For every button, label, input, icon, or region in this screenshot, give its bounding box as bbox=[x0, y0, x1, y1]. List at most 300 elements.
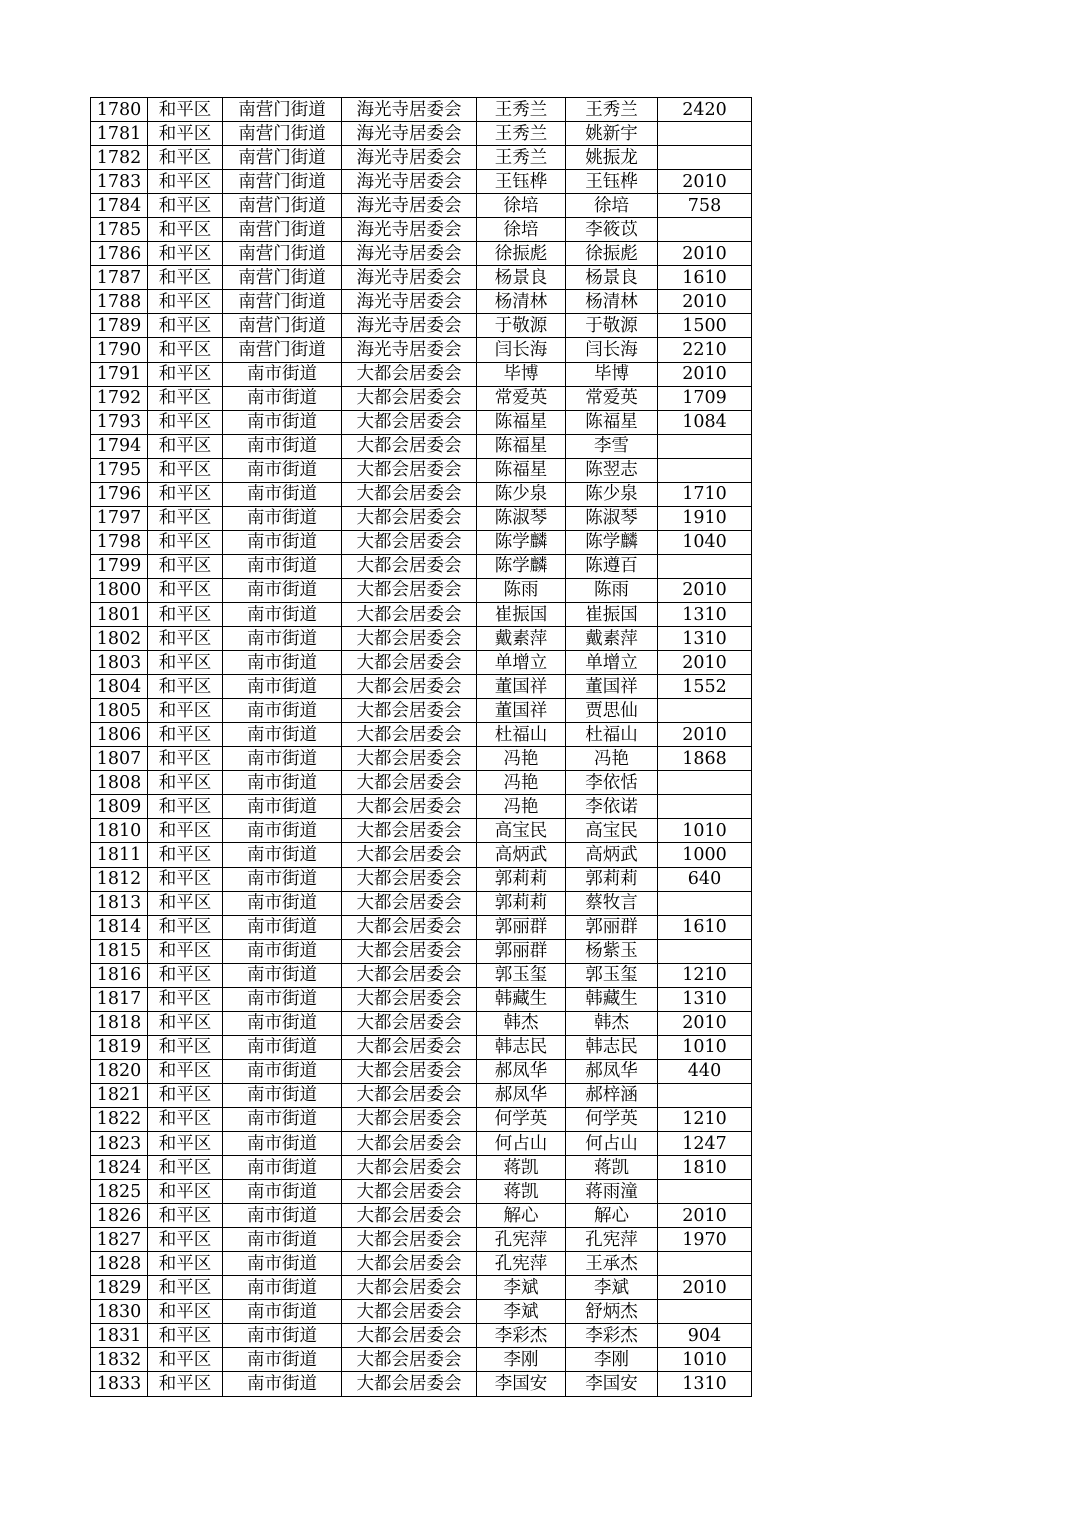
amount-cell: 2210 bbox=[658, 338, 752, 362]
amount-cell: 2010 bbox=[658, 1276, 752, 1300]
district-cell: 和平区 bbox=[148, 915, 223, 939]
street-cell: 南市街道 bbox=[223, 1228, 342, 1252]
committee-cell: 大都会居委会 bbox=[342, 1107, 477, 1131]
amount-cell: 2010 bbox=[658, 290, 752, 314]
amount-cell: 440 bbox=[658, 1059, 752, 1083]
street-cell: 南市街道 bbox=[223, 410, 342, 434]
committee-cell: 大都会居委会 bbox=[342, 747, 477, 771]
table-row bbox=[91, 627, 752, 651]
amount-cell: 1310 bbox=[658, 987, 752, 1011]
street-cell: 南市街道 bbox=[223, 987, 342, 1011]
district-cell: 和平区 bbox=[148, 963, 223, 987]
street-cell: 南市街道 bbox=[223, 1107, 342, 1131]
householder-cell: 郭玉玺 bbox=[477, 963, 566, 987]
amount-cell: 2010 bbox=[658, 242, 752, 266]
district-cell: 和平区 bbox=[148, 1107, 223, 1131]
table-row bbox=[91, 578, 752, 602]
committee-cell: 大都会居委会 bbox=[342, 1204, 477, 1228]
street-cell: 南营门街道 bbox=[223, 218, 342, 242]
street-cell: 南市街道 bbox=[223, 1324, 342, 1348]
amount-cell: 1247 bbox=[658, 1132, 752, 1156]
street-cell: 南市街道 bbox=[223, 506, 342, 530]
householder-cell: 高炳武 bbox=[477, 843, 566, 867]
row-number-cell: 1818 bbox=[91, 1011, 148, 1035]
street-cell: 南市街道 bbox=[223, 1083, 342, 1107]
row-number-cell: 1801 bbox=[91, 602, 148, 626]
amount-cell: 2010 bbox=[658, 723, 752, 747]
district-cell: 和平区 bbox=[148, 410, 223, 434]
table-row bbox=[91, 1228, 752, 1252]
householder-cell: 何学英 bbox=[477, 1107, 566, 1131]
table-row bbox=[91, 458, 752, 482]
member-cell: 李雪 bbox=[566, 434, 658, 458]
amount-cell bbox=[658, 122, 752, 146]
district-cell: 和平区 bbox=[148, 98, 223, 122]
member-cell: 郭莉莉 bbox=[566, 867, 658, 891]
table-row bbox=[91, 410, 752, 434]
table-row bbox=[91, 314, 752, 338]
district-cell: 和平区 bbox=[148, 1324, 223, 1348]
table-row bbox=[91, 146, 752, 170]
member-cell: 韩藏生 bbox=[566, 987, 658, 1011]
row-number-cell: 1812 bbox=[91, 867, 148, 891]
table-row bbox=[91, 218, 752, 242]
amount-cell: 1010 bbox=[658, 1035, 752, 1059]
member-cell: 冯艳 bbox=[566, 747, 658, 771]
member-cell: 崔振国 bbox=[566, 602, 658, 626]
row-number-cell: 1814 bbox=[91, 915, 148, 939]
street-cell: 南市街道 bbox=[223, 963, 342, 987]
district-cell: 和平区 bbox=[148, 554, 223, 578]
district-cell: 和平区 bbox=[148, 1011, 223, 1035]
district-cell: 和平区 bbox=[148, 338, 223, 362]
committee-cell: 大都会居委会 bbox=[342, 627, 477, 651]
committee-cell: 海光寺居委会 bbox=[342, 242, 477, 266]
member-cell: 姚振龙 bbox=[566, 146, 658, 170]
table-row bbox=[91, 1372, 752, 1396]
street-cell: 南市街道 bbox=[223, 1276, 342, 1300]
district-cell: 和平区 bbox=[148, 891, 223, 915]
district-cell: 和平区 bbox=[148, 699, 223, 723]
row-number-cell: 1819 bbox=[91, 1035, 148, 1059]
committee-cell: 大都会居委会 bbox=[342, 530, 477, 554]
row-number-cell: 1817 bbox=[91, 987, 148, 1011]
committee-cell: 大都会居委会 bbox=[342, 1324, 477, 1348]
committee-cell: 大都会居委会 bbox=[342, 651, 477, 675]
street-cell: 南市街道 bbox=[223, 1372, 342, 1396]
table-row bbox=[91, 1300, 752, 1324]
amount-cell bbox=[658, 1300, 752, 1324]
householder-cell: 蒋凯 bbox=[477, 1180, 566, 1204]
amount-cell bbox=[658, 771, 752, 795]
committee-cell: 大都会居委会 bbox=[342, 1011, 477, 1035]
committee-cell: 大都会居委会 bbox=[342, 1252, 477, 1276]
householder-cell: 韩藏生 bbox=[477, 987, 566, 1011]
householder-cell: 李斌 bbox=[477, 1300, 566, 1324]
table-row bbox=[91, 867, 752, 891]
street-cell: 南市街道 bbox=[223, 699, 342, 723]
street-cell: 南市街道 bbox=[223, 434, 342, 458]
amount-cell: 1010 bbox=[658, 1348, 752, 1372]
table-row bbox=[91, 506, 752, 530]
householder-cell: 李国安 bbox=[477, 1372, 566, 1396]
district-cell: 和平区 bbox=[148, 771, 223, 795]
committee-cell: 海光寺居委会 bbox=[342, 218, 477, 242]
member-cell: 陈淑琴 bbox=[566, 506, 658, 530]
district-cell: 和平区 bbox=[148, 578, 223, 602]
amount-cell: 1500 bbox=[658, 314, 752, 338]
member-cell: 徐振彪 bbox=[566, 242, 658, 266]
street-cell: 南市街道 bbox=[223, 1059, 342, 1083]
householder-cell: 孔宪萍 bbox=[477, 1252, 566, 1276]
householder-cell: 高宝民 bbox=[477, 819, 566, 843]
householder-cell: 冯艳 bbox=[477, 747, 566, 771]
table-row bbox=[91, 290, 752, 314]
committee-cell: 大都会居委会 bbox=[342, 1035, 477, 1059]
member-cell: 陈翌志 bbox=[566, 458, 658, 482]
street-cell: 南市街道 bbox=[223, 1180, 342, 1204]
committee-cell: 大都会居委会 bbox=[342, 987, 477, 1011]
street-cell: 南市街道 bbox=[223, 1132, 342, 1156]
table-row bbox=[91, 987, 752, 1011]
committee-cell: 海光寺居委会 bbox=[342, 314, 477, 338]
amount-cell bbox=[658, 434, 752, 458]
householder-cell: 郝凤华 bbox=[477, 1083, 566, 1107]
row-number-cell: 1791 bbox=[91, 362, 148, 386]
row-number-cell: 1829 bbox=[91, 1276, 148, 1300]
row-number-cell: 1788 bbox=[91, 290, 148, 314]
member-cell: 陈遵百 bbox=[566, 554, 658, 578]
amount-cell: 2010 bbox=[658, 578, 752, 602]
row-number-cell: 1800 bbox=[91, 578, 148, 602]
district-cell: 和平区 bbox=[148, 1132, 223, 1156]
committee-cell: 海光寺居委会 bbox=[342, 122, 477, 146]
committee-cell: 大都会居委会 bbox=[342, 675, 477, 699]
street-cell: 南营门街道 bbox=[223, 194, 342, 218]
member-cell: 蒋凯 bbox=[566, 1156, 658, 1180]
district-cell: 和平区 bbox=[148, 146, 223, 170]
member-cell: 姚新宇 bbox=[566, 122, 658, 146]
householder-cell: 杨清林 bbox=[477, 290, 566, 314]
street-cell: 南市街道 bbox=[223, 771, 342, 795]
district-cell: 和平区 bbox=[148, 266, 223, 290]
row-number-cell: 1796 bbox=[91, 482, 148, 506]
member-cell: 高宝民 bbox=[566, 819, 658, 843]
committee-cell: 海光寺居委会 bbox=[342, 170, 477, 194]
householder-cell: 郭丽群 bbox=[477, 915, 566, 939]
amount-cell: 640 bbox=[658, 867, 752, 891]
row-number-cell: 1786 bbox=[91, 242, 148, 266]
table-row bbox=[91, 675, 752, 699]
amount-cell: 1970 bbox=[658, 1228, 752, 1252]
table-row bbox=[91, 795, 752, 819]
district-cell: 和平区 bbox=[148, 242, 223, 266]
committee-cell: 大都会居委会 bbox=[342, 963, 477, 987]
householder-cell: 徐振彪 bbox=[477, 242, 566, 266]
street-cell: 南市街道 bbox=[223, 362, 342, 386]
committee-cell: 海光寺居委会 bbox=[342, 290, 477, 314]
member-cell: 李筱苡 bbox=[566, 218, 658, 242]
amount-cell: 1310 bbox=[658, 602, 752, 626]
table-row bbox=[91, 1204, 752, 1228]
householder-cell: 陈福星 bbox=[477, 410, 566, 434]
table-row bbox=[91, 1011, 752, 1035]
table-row bbox=[91, 1083, 752, 1107]
row-number-cell: 1816 bbox=[91, 963, 148, 987]
table-row bbox=[91, 1132, 752, 1156]
district-cell: 和平区 bbox=[148, 482, 223, 506]
householder-cell: 陈福星 bbox=[477, 458, 566, 482]
member-cell: 蔡牧言 bbox=[566, 891, 658, 915]
district-cell: 和平区 bbox=[148, 530, 223, 554]
committee-cell: 海光寺居委会 bbox=[342, 98, 477, 122]
committee-cell: 大都会居委会 bbox=[342, 1083, 477, 1107]
street-cell: 南市街道 bbox=[223, 554, 342, 578]
member-cell: 何学英 bbox=[566, 1107, 658, 1131]
district-cell: 和平区 bbox=[148, 651, 223, 675]
table-row bbox=[91, 915, 752, 939]
member-cell: 李依诺 bbox=[566, 795, 658, 819]
householder-cell: 杨景良 bbox=[477, 266, 566, 290]
member-cell: 闫长海 bbox=[566, 338, 658, 362]
householder-cell: 冯艳 bbox=[477, 771, 566, 795]
member-cell: 郝凤华 bbox=[566, 1059, 658, 1083]
table-row bbox=[91, 1156, 752, 1180]
row-number-cell: 1803 bbox=[91, 651, 148, 675]
amount-cell bbox=[658, 891, 752, 915]
street-cell: 南市街道 bbox=[223, 819, 342, 843]
householder-cell: 董国祥 bbox=[477, 675, 566, 699]
district-cell: 和平区 bbox=[148, 627, 223, 651]
table-row bbox=[91, 194, 752, 218]
district-cell: 和平区 bbox=[148, 458, 223, 482]
member-cell: 陈福星 bbox=[566, 410, 658, 434]
row-number-cell: 1810 bbox=[91, 819, 148, 843]
householder-cell: 韩杰 bbox=[477, 1011, 566, 1035]
district-cell: 和平区 bbox=[148, 1228, 223, 1252]
row-number-cell: 1822 bbox=[91, 1107, 148, 1131]
committee-cell: 大都会居委会 bbox=[342, 819, 477, 843]
householder-cell: 郭莉莉 bbox=[477, 891, 566, 915]
amount-cell bbox=[658, 1252, 752, 1276]
committee-cell: 大都会居委会 bbox=[342, 578, 477, 602]
householder-cell: 王秀兰 bbox=[477, 146, 566, 170]
row-number-cell: 1782 bbox=[91, 146, 148, 170]
householder-cell: 李刚 bbox=[477, 1348, 566, 1372]
street-cell: 南市街道 bbox=[223, 602, 342, 626]
member-cell: 何占山 bbox=[566, 1132, 658, 1156]
amount-cell: 2010 bbox=[658, 170, 752, 194]
table-row bbox=[91, 266, 752, 290]
street-cell: 南市街道 bbox=[223, 651, 342, 675]
committee-cell: 大都会居委会 bbox=[342, 1372, 477, 1396]
street-cell: 南市街道 bbox=[223, 891, 342, 915]
member-cell: 徐培 bbox=[566, 194, 658, 218]
street-cell: 南营门街道 bbox=[223, 146, 342, 170]
householder-cell: 陈学麟 bbox=[477, 530, 566, 554]
amount-cell bbox=[658, 458, 752, 482]
amount-cell: 2010 bbox=[658, 1204, 752, 1228]
street-cell: 南市街道 bbox=[223, 1204, 342, 1228]
householder-cell: 郭莉莉 bbox=[477, 867, 566, 891]
amount-cell: 1709 bbox=[658, 386, 752, 410]
district-cell: 和平区 bbox=[148, 987, 223, 1011]
committee-cell: 海光寺居委会 bbox=[342, 194, 477, 218]
committee-cell: 大都会居委会 bbox=[342, 723, 477, 747]
row-number-cell: 1830 bbox=[91, 1300, 148, 1324]
householder-cell: 徐培 bbox=[477, 218, 566, 242]
row-number-cell: 1833 bbox=[91, 1372, 148, 1396]
householder-cell: 冯艳 bbox=[477, 795, 566, 819]
householder-cell: 常爱英 bbox=[477, 386, 566, 410]
street-cell: 南市街道 bbox=[223, 386, 342, 410]
householder-cell: 王钰桦 bbox=[477, 170, 566, 194]
householder-cell: 李彩杰 bbox=[477, 1324, 566, 1348]
member-cell: 蒋雨潼 bbox=[566, 1180, 658, 1204]
row-number-cell: 1805 bbox=[91, 699, 148, 723]
committee-cell: 海光寺居委会 bbox=[342, 266, 477, 290]
table-row bbox=[91, 1059, 752, 1083]
district-cell: 和平区 bbox=[148, 434, 223, 458]
committee-cell: 大都会居委会 bbox=[342, 554, 477, 578]
row-number-cell: 1795 bbox=[91, 458, 148, 482]
street-cell: 南市街道 bbox=[223, 675, 342, 699]
amount-cell: 2010 bbox=[658, 1011, 752, 1035]
table-row bbox=[91, 1180, 752, 1204]
committee-cell: 大都会居委会 bbox=[342, 891, 477, 915]
table-row bbox=[91, 1035, 752, 1059]
row-number-cell: 1797 bbox=[91, 506, 148, 530]
committee-cell: 大都会居委会 bbox=[342, 482, 477, 506]
table-row bbox=[91, 723, 752, 747]
table-row bbox=[91, 170, 752, 194]
row-number-cell: 1827 bbox=[91, 1228, 148, 1252]
amount-cell bbox=[658, 1180, 752, 1204]
amount-cell: 1610 bbox=[658, 915, 752, 939]
row-number-cell: 1825 bbox=[91, 1180, 148, 1204]
member-cell: 李斌 bbox=[566, 1276, 658, 1300]
member-cell: 郭玉玺 bbox=[566, 963, 658, 987]
district-cell: 和平区 bbox=[148, 1204, 223, 1228]
district-cell: 和平区 bbox=[148, 506, 223, 530]
member-cell: 王钰桦 bbox=[566, 170, 658, 194]
member-cell: 杨清林 bbox=[566, 290, 658, 314]
street-cell: 南市街道 bbox=[223, 1300, 342, 1324]
householder-cell: 王秀兰 bbox=[477, 98, 566, 122]
row-number-cell: 1815 bbox=[91, 939, 148, 963]
street-cell: 南营门街道 bbox=[223, 122, 342, 146]
amount-cell: 2010 bbox=[658, 651, 752, 675]
table-row bbox=[91, 963, 752, 987]
district-cell: 和平区 bbox=[148, 939, 223, 963]
amount-cell bbox=[658, 146, 752, 170]
amount-cell: 1010 bbox=[658, 819, 752, 843]
row-number-cell: 1790 bbox=[91, 338, 148, 362]
householder-cell: 崔振国 bbox=[477, 602, 566, 626]
householder-cell: 闫长海 bbox=[477, 338, 566, 362]
district-cell: 和平区 bbox=[148, 843, 223, 867]
householder-cell: 徐培 bbox=[477, 194, 566, 218]
householder-cell: 孔宪萍 bbox=[477, 1228, 566, 1252]
district-cell: 和平区 bbox=[148, 122, 223, 146]
member-cell: 舒炳杰 bbox=[566, 1300, 658, 1324]
committee-cell: 大都会居委会 bbox=[342, 434, 477, 458]
row-number-cell: 1824 bbox=[91, 1156, 148, 1180]
committee-cell: 大都会居委会 bbox=[342, 602, 477, 626]
row-number-cell: 1792 bbox=[91, 386, 148, 410]
householder-cell: 陈雨 bbox=[477, 578, 566, 602]
member-cell: 李依恬 bbox=[566, 771, 658, 795]
street-cell: 南市街道 bbox=[223, 1035, 342, 1059]
committee-cell: 大都会居委会 bbox=[342, 362, 477, 386]
street-cell: 南市街道 bbox=[223, 723, 342, 747]
district-cell: 和平区 bbox=[148, 194, 223, 218]
amount-cell: 1868 bbox=[658, 747, 752, 771]
amount-cell: 2420 bbox=[658, 98, 752, 122]
row-number-cell: 1789 bbox=[91, 314, 148, 338]
row-number-cell: 1820 bbox=[91, 1059, 148, 1083]
spreadsheet-page bbox=[90, 97, 752, 1397]
row-number-cell: 1826 bbox=[91, 1204, 148, 1228]
member-cell: 王承杰 bbox=[566, 1252, 658, 1276]
committee-cell: 海光寺居委会 bbox=[342, 338, 477, 362]
street-cell: 南市街道 bbox=[223, 867, 342, 891]
table-row bbox=[91, 554, 752, 578]
table-row bbox=[91, 338, 752, 362]
district-cell: 和平区 bbox=[148, 218, 223, 242]
committee-cell: 大都会居委会 bbox=[342, 915, 477, 939]
table-row bbox=[91, 386, 752, 410]
row-number-cell: 1802 bbox=[91, 627, 148, 651]
table-row bbox=[91, 1252, 752, 1276]
amount-cell: 1810 bbox=[658, 1156, 752, 1180]
district-cell: 和平区 bbox=[148, 819, 223, 843]
table-row bbox=[91, 98, 752, 122]
district-cell: 和平区 bbox=[148, 1276, 223, 1300]
householder-cell: 陈福星 bbox=[477, 434, 566, 458]
district-cell: 和平区 bbox=[148, 1083, 223, 1107]
street-cell: 南营门街道 bbox=[223, 338, 342, 362]
street-cell: 南市街道 bbox=[223, 482, 342, 506]
amount-cell: 758 bbox=[658, 194, 752, 218]
committee-cell: 大都会居委会 bbox=[342, 843, 477, 867]
committee-cell: 大都会居委会 bbox=[342, 1156, 477, 1180]
district-cell: 和平区 bbox=[148, 1372, 223, 1396]
street-cell: 南市街道 bbox=[223, 1348, 342, 1372]
amount-cell: 1040 bbox=[658, 530, 752, 554]
committee-cell: 大都会居委会 bbox=[342, 1180, 477, 1204]
street-cell: 南市街道 bbox=[223, 627, 342, 651]
street-cell: 南市街道 bbox=[223, 843, 342, 867]
street-cell: 南市街道 bbox=[223, 530, 342, 554]
member-cell: 陈雨 bbox=[566, 578, 658, 602]
member-cell: 于敬源 bbox=[566, 314, 658, 338]
row-number-cell: 1781 bbox=[91, 122, 148, 146]
member-cell: 李国安 bbox=[566, 1372, 658, 1396]
district-cell: 和平区 bbox=[148, 1180, 223, 1204]
committee-cell: 大都会居委会 bbox=[342, 795, 477, 819]
table-row bbox=[91, 602, 752, 626]
street-cell: 南市街道 bbox=[223, 1252, 342, 1276]
district-cell: 和平区 bbox=[148, 362, 223, 386]
member-cell: 毕博 bbox=[566, 362, 658, 386]
district-cell: 和平区 bbox=[148, 675, 223, 699]
district-cell: 和平区 bbox=[148, 386, 223, 410]
row-number-cell: 1798 bbox=[91, 530, 148, 554]
row-number-cell: 1813 bbox=[91, 891, 148, 915]
row-number-cell: 1783 bbox=[91, 170, 148, 194]
row-number-cell: 1809 bbox=[91, 795, 148, 819]
